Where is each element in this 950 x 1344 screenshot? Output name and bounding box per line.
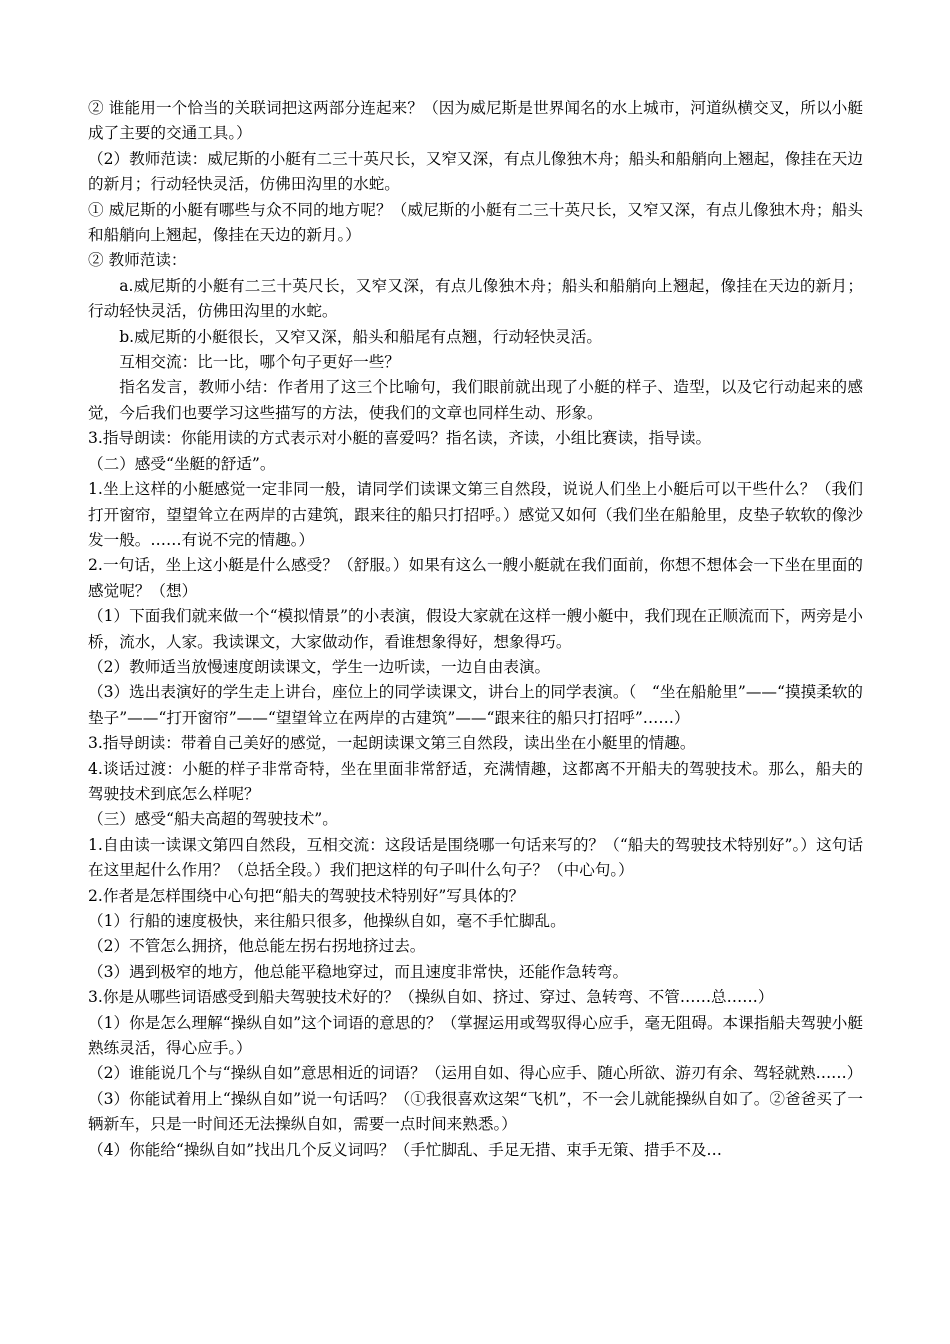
paragraph: （1）下面我们就来做一个“模拟情景”的小表演，假设大家就在这样一艘小艇中，我们现在正顺流而下，两旁是小桥，流水，人家。我读课文，大家做动作，看谁想象得好，想象得巧。 [88, 607, 863, 651]
paragraph: （2）谁能说几个与“操纵自如”意思相近的词语？（运用自如、得心应手、随心所欲、游刃有余、驾轻就熟……） [88, 1064, 863, 1083]
document-page [88, 96, 863, 1163]
paragraph: 指名发言，教师小结：作者用了这三个比喻句，我们眼前就出现了小艇的样子、造型，以及它行动起来的感觉，今后我们也要学习这些描写的方法，使我们的文章也同样生动、形象。 [88, 378, 863, 422]
paragraph: （二）感受“坐艇的舒适”。 [88, 454, 276, 473]
paragraph: （2）不管怎么拥挤，他总能左拐右拐地挤过去。 [88, 937, 426, 956]
paragraph: （3）选出表演好的学生走上讲台，座位上的同学读课文，讲台上的同学表演。（ “坐在船舱里”——“摸摸柔软的垫子”——“打开窗帘”——“望望耸立在两岸的古建筑”——“跟来往的船只打招呼”……） [88, 683, 863, 727]
paragraph: b.威尼斯的小艇很长，又窄又深，船头和船尾有点翘，行动轻快灵活。 [119, 327, 602, 346]
paragraph: 互相交流：比一比，哪个句子更好一些？ [119, 353, 400, 372]
paragraph: （4）你能给“操纵自如”找出几个反义词吗？（手忙脚乱、手足无措、束手无策、措手不及… [88, 1140, 723, 1159]
paragraph: ② 谁能用一个恰当的关联词把这两部分连起来？（因为威尼斯是世界闻名的水上城市，河道纵横交叉，所以小艇成了主要的交通工具。） [88, 99, 863, 143]
paragraph: 3.指导朗读：带着自己美好的感觉，一起朗读课文第三自然段，读出坐在小艇里的情趣。 [88, 734, 696, 753]
paragraph: 1.自由读一读课文第四自然段，互相交流：这段话是围绕哪一句话来写的？（“船夫的驾驶技术特别好”。）这句话在这里起什么作用？（总括全段。）我们把这样的句子叫什么句子？（中心句。） [88, 835, 863, 880]
paragraph: a.威尼斯的小艇有二三十英尺长，又窄又深，有点儿像独木舟；船头和船艄向上翘起，像挂在天边的新月；行动轻快灵活，仿佛田沟里的水蛇。 [88, 276, 863, 321]
paragraph: （1）行船的速度极快，来往船只很多，他操纵自如，毫不手忙脚乱。 [88, 912, 566, 930]
paragraph: （1）你是怎么理解“操纵自如”这个词语的意思的？（掌握运用或驾驭得心应手，毫无阻碍。本课指船夫驾驶小艇熟练灵活，得心应手。） [88, 1013, 863, 1058]
paragraph: （3）你能试着用上“操纵自如”说一句话吗？（①我很喜欢这架“飞机”，不一会儿就能操纵自如了。②爸爸买了一辆新车，只是一时间还无法操纵自如，需要一点时间来熟悉。） [88, 1089, 863, 1134]
paragraph: 3.指导朗读：你能用读的方式表示对小艇的喜爱吗？指名读，齐读，小组比赛读，指导读。 [88, 429, 712, 448]
paragraph: （三）感受“船夫高超的驾驶技术”。 [88, 810, 338, 829]
paragraph: （2）教师范读：威尼斯的小艇有二三十英尺长，又窄又深，有点儿像独木舟；船头和船艄向上翘起，像挂在天边的新月；行动轻快灵活，仿佛田沟里的水蛇。 [88, 149, 863, 194]
paragraph: （3）遇到极窄的地方，他总能平稳地穿过，而且速度非常快，还能作急转弯。 [88, 962, 629, 981]
paragraph: （2）教师适当放慢速度朗读课文，学生一边听读，一边自由表演。 [88, 657, 551, 676]
paragraph: 4.谈话过渡：小艇的样子非常奇特，坐在里面非常舒适，充满情趣，这都离不开船夫的驾驶技术。那么，船夫的驾驶技术到底怎么样呢？ [88, 759, 863, 803]
paragraph: 2.一句话，坐上这小艇是什么感受？（舒服。）如果有这么一艘小艇就在我们面前，你想不想体会一下坐在里面的感觉呢？（想） [88, 556, 863, 600]
paragraph: 3.你是从哪些词语感受到船夫驾驶技术好的？（操纵自如、挤过、穿过、急转弯、不管……总……） [88, 988, 774, 1007]
paragraph: 1.坐上这样的小艇感觉一定非同一般，请同学们读课文第三自然段，说说人们坐上小艇后可以干些什么？（我们打开窗帘，望望耸立在两岸的古建筑，跟来往的船只打招呼。）感觉又如何（我们坐在船舱里，皮垫子软软的像沙发一般。……有说不完的情趣。） [88, 480, 863, 549]
paragraph: 2.作者是怎样围绕中心句把“船夫的驾驶技术特别好”写具体的？ [88, 886, 525, 905]
paragraph: ① 威尼斯的小艇有哪些与众不同的地方呢？（威尼斯的小艇有二三十英尺长，又窄又深，有点儿像独木舟；船头和船艄向上翘起，像挂在天边的新月。） [88, 200, 863, 245]
paragraph: ② 教师范读： [88, 251, 187, 270]
